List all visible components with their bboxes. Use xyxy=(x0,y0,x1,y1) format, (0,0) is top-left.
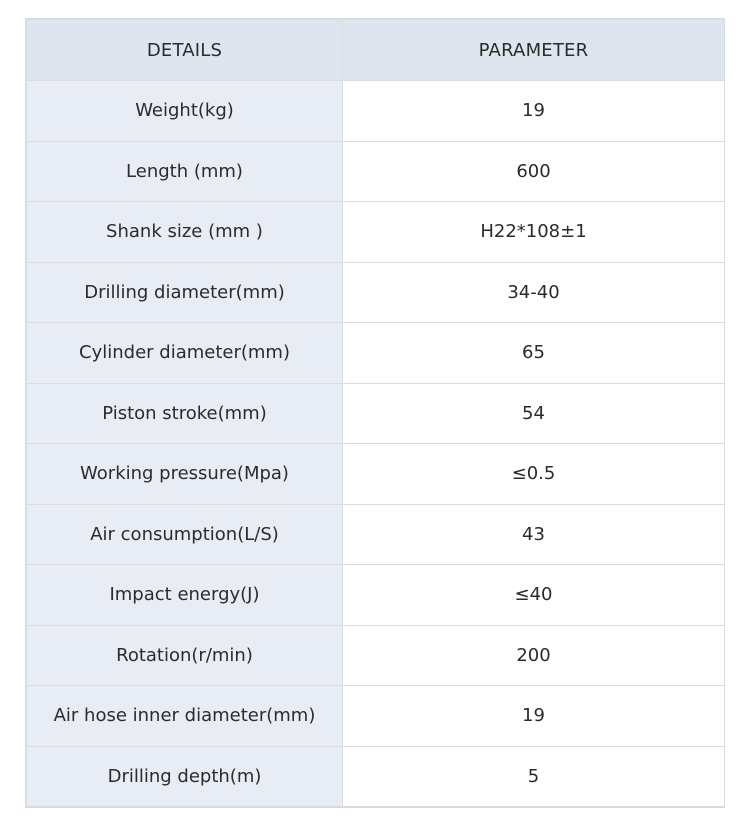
table-row xyxy=(27,444,725,505)
value-cell: 19 xyxy=(343,686,725,747)
table-row xyxy=(27,504,725,565)
value-cell: 43 xyxy=(343,504,725,565)
value-cell: 54 xyxy=(343,383,725,444)
detail-cell: Shank size (mm ) xyxy=(27,202,343,263)
detail-cell: Drilling diameter(mm) xyxy=(27,262,343,323)
table-row xyxy=(27,202,725,263)
detail-cell: Air consumption(L/S) xyxy=(27,504,343,565)
value-cell: 19 xyxy=(343,81,725,142)
table-row xyxy=(27,686,725,747)
value-cell: 200 xyxy=(343,625,725,686)
detail-cell: Drilling depth(m) xyxy=(27,746,343,807)
detail-cell: Weight(kg) xyxy=(27,81,343,142)
value-cell: ≤0.5 xyxy=(343,444,725,505)
table-row xyxy=(27,383,725,444)
table-row xyxy=(27,565,725,626)
spec-table xyxy=(26,19,725,807)
table-row xyxy=(27,323,725,384)
detail-cell: Air hose inner diameter(mm) xyxy=(27,686,343,747)
detail-cell: Piston stroke(mm) xyxy=(27,383,343,444)
value-cell: ≤40 xyxy=(343,565,725,626)
table-row xyxy=(27,625,725,686)
header-parameter: PARAMETER xyxy=(343,20,725,81)
detail-cell: Length (mm) xyxy=(27,141,343,202)
value-cell: H22*108±1 xyxy=(343,202,725,263)
table-row xyxy=(27,81,725,142)
table-row xyxy=(27,141,725,202)
table-row xyxy=(27,262,725,323)
detail-cell: Impact energy(J) xyxy=(27,565,343,626)
detail-cell: Cylinder diameter(mm) xyxy=(27,323,343,384)
table-row xyxy=(27,746,725,807)
detail-cell: Rotation(r/min) xyxy=(27,625,343,686)
table-header-row xyxy=(27,20,725,81)
detail-cell: Working pressure(Mpa) xyxy=(27,444,343,505)
value-cell: 600 xyxy=(343,141,725,202)
value-cell: 65 xyxy=(343,323,725,384)
value-cell: 5 xyxy=(343,746,725,807)
value-cell: 34-40 xyxy=(343,262,725,323)
header-details: DETAILS xyxy=(27,20,343,81)
spec-table-container xyxy=(26,19,724,807)
